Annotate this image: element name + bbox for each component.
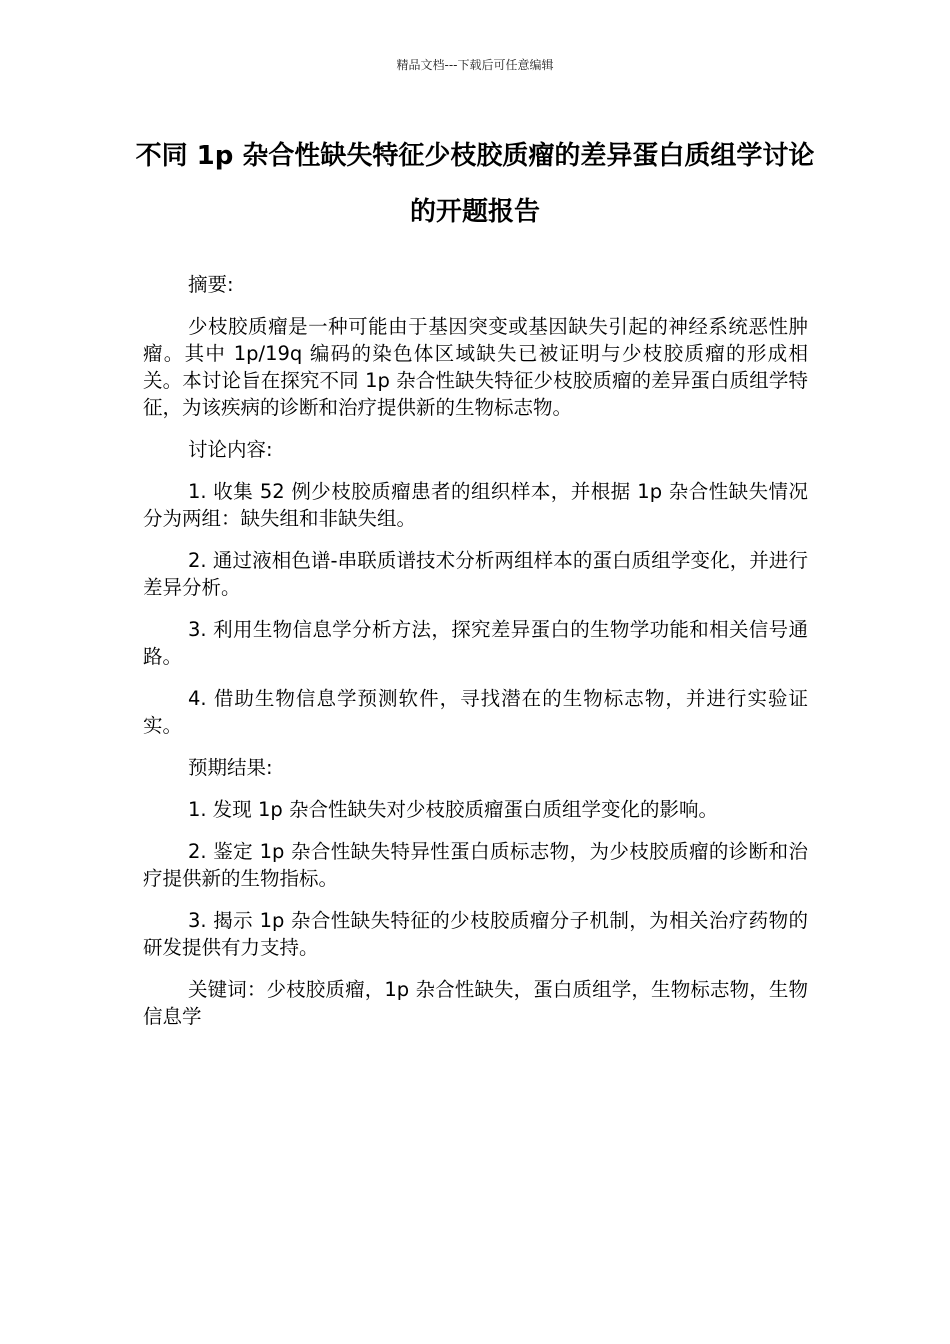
expected-results-heading: 预期结果: (188, 756, 273, 779)
research-item-2: 2. 通过液相色谱-串联质谱技术分析两组样本的蛋白质组学变化，并进行差异分析。 (143, 549, 808, 599)
research-item-4: 4. 借助生物信息学预测软件，寻找潜在的生物标志物，并进行实验证实。 (143, 687, 808, 737)
document-body (143, 271, 808, 1045)
header-note: 精品文档---下载后可任意编辑 (396, 58, 554, 72)
abstract-heading: 摘要: (188, 273, 234, 296)
research-content-heading: 讨论内容: (188, 438, 273, 461)
abstract-paragraph: 少枝胶质瘤是一种可能由于基因突变或基因缺失引起的神经系统恶性肿瘤。其中 1p/19q 编码的染色体区域缺失已被证明与少枝胶质瘤的形成相关。本讨论旨在探究不同 1p 杂合性缺失特征少枝胶质瘤的差异蛋白质组学特征，为该疾病的诊断和治疗提供新的生物标志物。 (143, 315, 808, 419)
research-item-3: 3. 利用生物信息学分析方法，探究差异蛋白的生物学功能和相关信号通路。 (143, 618, 808, 668)
expected-result-2: 2. 鉴定 1p 杂合性缺失特异性蛋白质标志物，为少枝胶质瘤的诊断和治疗提供新的生物指标。 (143, 840, 808, 890)
expected-result-1: 1. 发现 1p 杂合性缺失对少枝胶质瘤蛋白质组学变化的影响。 (188, 798, 718, 821)
keywords-paragraph: 关键词：少枝胶质瘤，1p 杂合性缺失，蛋白质组学，生物标志物，生物信息学 (143, 978, 808, 1028)
research-item-1: 1. 收集 52 例少枝胶质瘤患者的组织样本，并根据 1p 杂合性缺失情况分为两组：缺失组和非缺失组。 (143, 480, 808, 530)
expected-result-3: 3. 揭示 1p 杂合性缺失特征的少枝胶质瘤分子机制，为相关治疗药物的研发提供有力支持。 (143, 909, 808, 959)
document-title: 不同 1p 杂合性缺失特征少枝胶质瘤的差异蛋白质组学讨论的开题报告 (135, 141, 815, 227)
